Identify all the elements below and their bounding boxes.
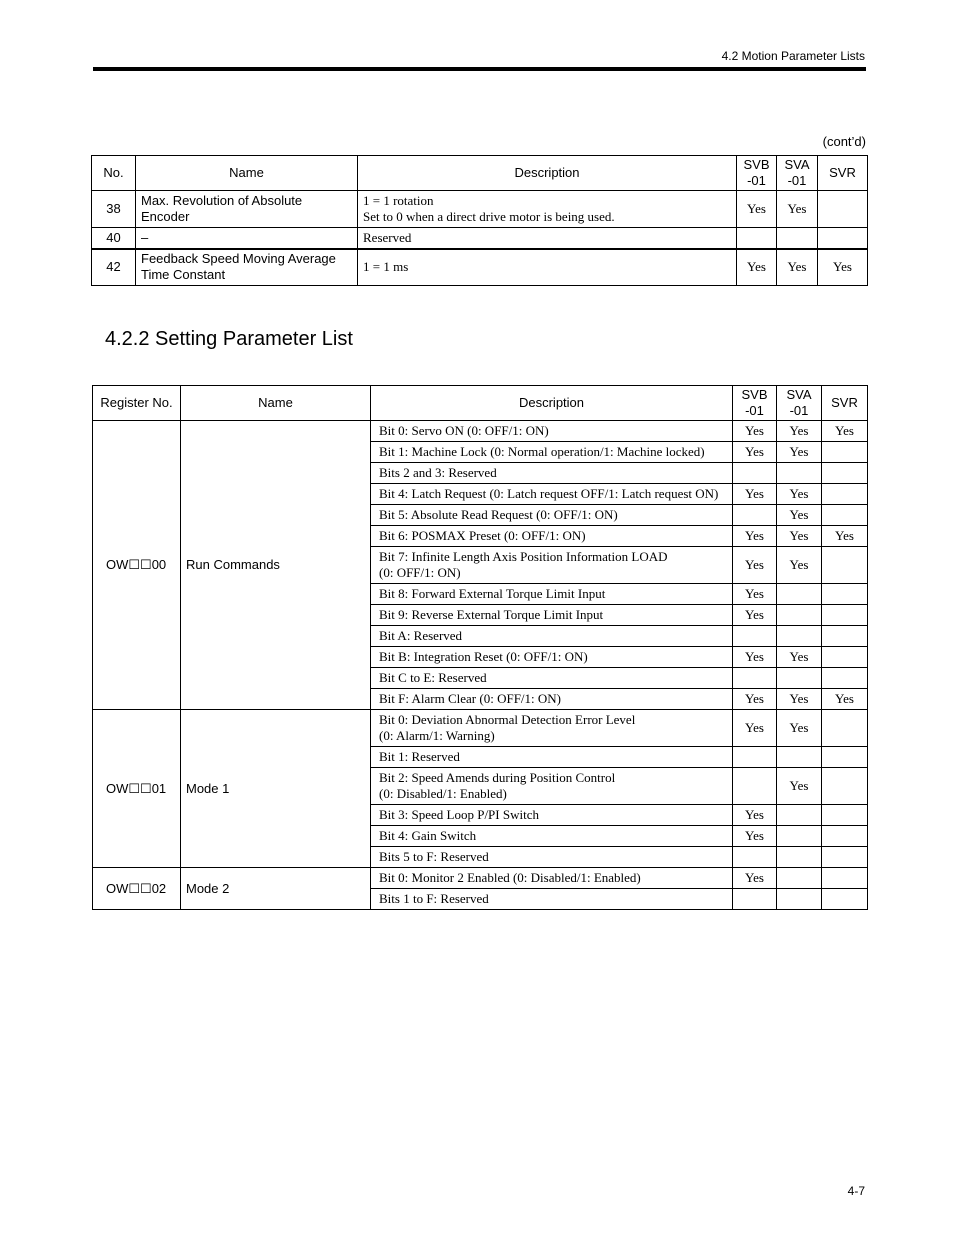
row-svr: [822, 484, 868, 505]
row-svr: [818, 191, 868, 228]
row-svb: Yes: [733, 826, 777, 847]
row-sva: Yes: [777, 505, 822, 526]
row-sva: Yes: [777, 526, 822, 547]
row-svr: [822, 626, 868, 647]
col-description: Description: [371, 386, 733, 421]
row-svb: Yes: [733, 526, 777, 547]
section-title: 4.2.2 Setting Parameter List: [105, 328, 353, 350]
row-svr: [822, 505, 868, 526]
row-svb: Yes: [733, 710, 777, 747]
row-svr: [822, 768, 868, 805]
row-sva: [777, 228, 818, 249]
bit-description: Bit 2: Speed Amends during Position Control (0: Disabled/1: Enabled): [371, 768, 733, 805]
col-name: Name: [181, 386, 371, 421]
row-sva: [777, 584, 822, 605]
row-svb: Yes: [733, 647, 777, 668]
header-rule: [93, 67, 866, 71]
row-name: Feedback Speed Moving Average Time Constant: [136, 249, 358, 286]
row-sva: [777, 805, 822, 826]
row-description: Reserved: [358, 228, 737, 249]
bit-description: Bit B: Integration Reset (0: OFF/1: ON): [371, 647, 733, 668]
bit-description: Bits 2 and 3: Reserved: [371, 463, 733, 484]
row-svb: [733, 847, 777, 868]
col-svb: SVB -01: [737, 156, 777, 191]
row-svb: Yes: [733, 605, 777, 626]
table-row: [93, 710, 868, 747]
row-svr: [822, 868, 868, 889]
bit-description: Bits 1 to F: Reserved: [371, 889, 733, 910]
row-svr: [822, 647, 868, 668]
row-svb: Yes: [733, 584, 777, 605]
motion-parameter-table: [91, 155, 868, 286]
register-name: Mode 1: [181, 710, 371, 868]
bit-description: Bits 5 to F: Reserved: [371, 847, 733, 868]
row-svr: Yes: [822, 526, 868, 547]
table-row: [92, 191, 868, 228]
row-svb: Yes: [733, 484, 777, 505]
row-number: 40: [92, 228, 136, 249]
col-register-no: Register No.: [93, 386, 181, 421]
col-sva: SVA -01: [777, 386, 822, 421]
row-sva: Yes: [777, 249, 818, 286]
row-svr: [822, 847, 868, 868]
col-sva: SVA -01: [777, 156, 818, 191]
bit-description: Bit 1: Machine Lock (0: Normal operation/1: Machine locked): [371, 442, 733, 463]
bit-description: Bit 6: POSMAX Preset (0: OFF/1: ON): [371, 526, 733, 547]
row-svb: [733, 747, 777, 768]
col-no: No.: [92, 156, 136, 191]
bit-description: Bit 5: Absolute Read Request (0: OFF/1: ON): [371, 505, 733, 526]
row-svr: [822, 826, 868, 847]
row-sva: [777, 626, 822, 647]
row-svb: Yes: [733, 689, 777, 710]
row-sva: Yes: [777, 547, 822, 584]
register-number: OW☐☐00: [93, 421, 181, 710]
row-svr: [822, 747, 868, 768]
row-svb: [733, 463, 777, 484]
row-svb: Yes: [733, 868, 777, 889]
setting-parameter-table: [92, 385, 868, 910]
col-svr: SVR: [822, 386, 868, 421]
row-svb: Yes: [737, 249, 777, 286]
row-name: –: [136, 228, 358, 249]
row-sva: Yes: [777, 191, 818, 228]
row-svr: [822, 547, 868, 584]
register-number: OW☐☐02: [93, 868, 181, 910]
row-sva: Yes: [777, 710, 822, 747]
row-svr: [818, 228, 868, 249]
running-head: 4.2 Motion Parameter Lists: [721, 49, 865, 63]
register-name: Run Commands: [181, 421, 371, 710]
row-svb: Yes: [733, 547, 777, 584]
row-svr: Yes: [822, 421, 868, 442]
row-sva: [777, 889, 822, 910]
row-svr: [822, 463, 868, 484]
bit-description: Bit F: Alarm Clear (0: OFF/1: ON): [371, 689, 733, 710]
row-svr: [822, 584, 868, 605]
row-sva: Yes: [777, 442, 822, 463]
row-description: 1 = 1 rotation Set to 0 when a direct drive motor is being used.: [358, 191, 737, 228]
table-row: [93, 421, 868, 442]
table-row: [93, 868, 868, 889]
bit-description: Bit 3: Speed Loop P/PI Switch: [371, 805, 733, 826]
row-svr: [822, 605, 868, 626]
row-svb: Yes: [737, 191, 777, 228]
col-name: Name: [136, 156, 358, 191]
col-svb: SVB -01: [733, 386, 777, 421]
row-sva: Yes: [777, 484, 822, 505]
continued-label: (cont’d): [822, 134, 866, 149]
row-svb: Yes: [733, 442, 777, 463]
row-svr: [822, 710, 868, 747]
bit-description: Bit C to E: Reserved: [371, 668, 733, 689]
page-number: 4-7: [847, 1184, 865, 1198]
bit-description: Bit 8: Forward External Torque Limit Input: [371, 584, 733, 605]
bit-description: Bit 0: Deviation Abnormal Detection Error Level (0: Alarm/1: Warning): [371, 710, 733, 747]
row-number: 38: [92, 191, 136, 228]
register-number: OW☐☐01: [93, 710, 181, 868]
bit-description: Bit 4: Gain Switch: [371, 826, 733, 847]
row-sva: [777, 463, 822, 484]
row-description: 1 = 1 ms: [358, 249, 737, 286]
row-svb: [737, 228, 777, 249]
row-svr: [822, 805, 868, 826]
row-svb: [733, 889, 777, 910]
bit-description: Bit 1: Reserved: [371, 747, 733, 768]
row-svr: Yes: [822, 689, 868, 710]
row-svb: Yes: [733, 421, 777, 442]
row-sva: [777, 747, 822, 768]
bit-description: Bit 0: Servo ON (0: OFF/1: ON): [371, 421, 733, 442]
register-name: Mode 2: [181, 868, 371, 910]
bit-description: Bit 7: Infinite Length Axis Position Information LOAD (0: OFF/1: ON): [371, 547, 733, 584]
row-svr: [822, 889, 868, 910]
bit-description: Bit 0: Monitor 2 Enabled (0: Disabled/1: Enabled): [371, 868, 733, 889]
row-svb: [733, 768, 777, 805]
row-sva: Yes: [777, 421, 822, 442]
bit-description: Bit 9: Reverse External Torque Limit Input: [371, 605, 733, 626]
row-svb: [733, 505, 777, 526]
row-svb: [733, 626, 777, 647]
row-sva: [777, 847, 822, 868]
row-sva: [777, 668, 822, 689]
bit-description: Bit 4: Latch Request (0: Latch request OFF/1: Latch request ON): [371, 484, 733, 505]
row-sva: Yes: [777, 768, 822, 805]
table-row: [92, 249, 868, 286]
row-sva: [777, 826, 822, 847]
row-number: 42: [92, 249, 136, 286]
col-description: Description: [358, 156, 737, 191]
row-svr: Yes: [818, 249, 868, 286]
table-row: [92, 228, 868, 249]
row-svb: Yes: [733, 805, 777, 826]
row-svr: [822, 442, 868, 463]
row-name: Max. Revolution of Absolute Encoder: [136, 191, 358, 228]
row-sva: [777, 605, 822, 626]
row-svr: [822, 668, 868, 689]
row-sva: Yes: [777, 689, 822, 710]
bit-description: Bit A: Reserved: [371, 626, 733, 647]
col-svr: SVR: [818, 156, 868, 191]
row-sva: Yes: [777, 647, 822, 668]
row-svb: [733, 668, 777, 689]
row-sva: [777, 868, 822, 889]
